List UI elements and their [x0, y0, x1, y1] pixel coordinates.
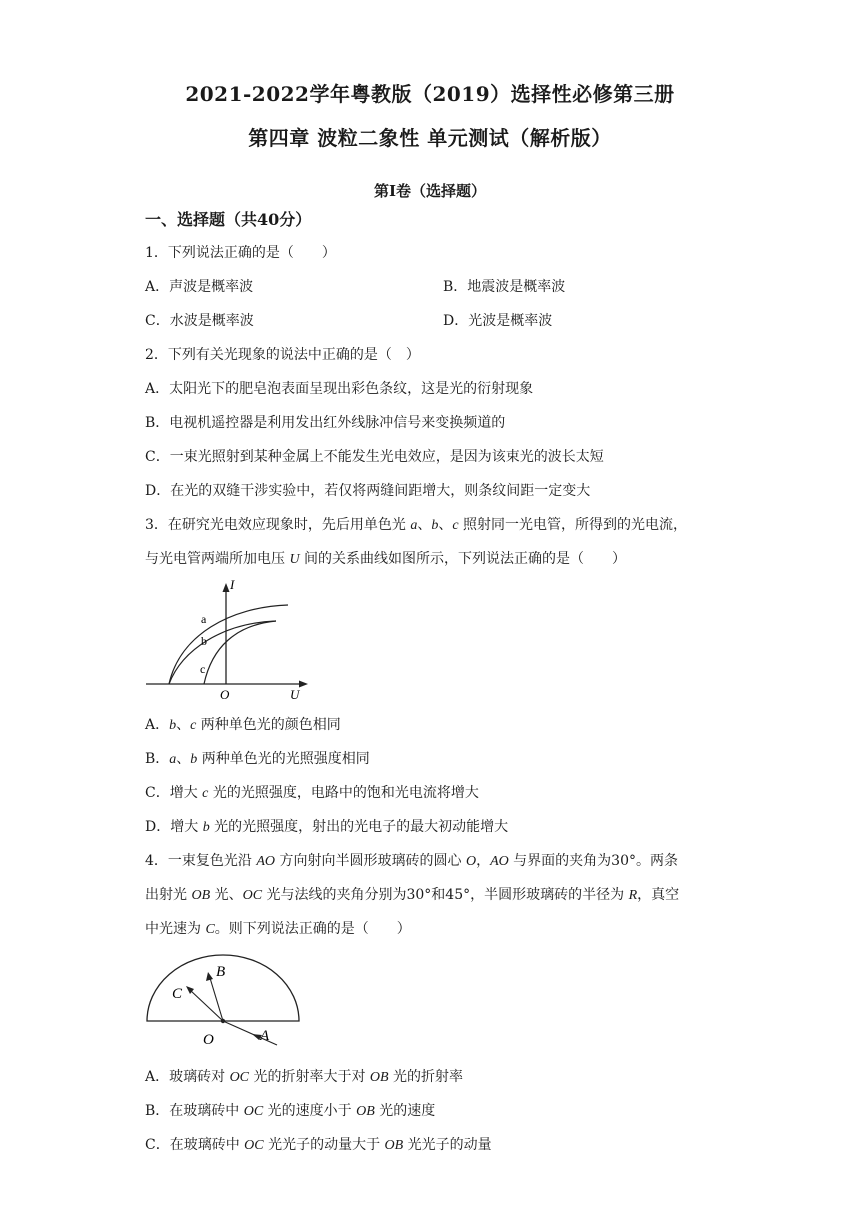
q3-option-a: [145, 714, 341, 734]
q3-var-a: a: [410, 518, 418, 533]
q3-text: 间的关系曲线如图所示，下列说法正确的是（ ）: [299, 551, 627, 567]
y-axis-arrow: [223, 583, 230, 592]
option-var: a: [169, 752, 177, 767]
option-text: A．: [145, 717, 170, 733]
q4-var: AO: [256, 854, 276, 869]
q4-var: OB: [191, 888, 211, 903]
q4-text: ，真空: [637, 887, 680, 903]
q3-option-b: [145, 748, 370, 768]
option-text: 光光子的动量大于: [263, 1137, 385, 1153]
label-b: B: [216, 964, 226, 980]
q3-option-c: [145, 782, 479, 802]
q3-stem-line2: [145, 548, 626, 568]
q4-var: R: [628, 888, 638, 903]
q4-text: 出射光: [145, 887, 192, 903]
option-text: 光的速度小于: [263, 1103, 357, 1119]
volume-heading: 第Ⅰ卷（选择题）: [373, 182, 487, 200]
q1-option-a: A．声波是概率波: [145, 279, 254, 295]
option-text: 、: [176, 751, 191, 767]
label-c: C: [172, 986, 183, 1002]
q3-var-b: b: [431, 518, 439, 533]
q4-option-c: [145, 1134, 492, 1154]
doc-title-line2: 第四章 波粒二象性 单元测试（解析版）: [248, 126, 612, 150]
option-text: 光的速度: [374, 1103, 436, 1119]
label-o: O: [203, 1032, 214, 1048]
q4-text: 光与法线的夹角分别为30°和45°，半圆形玻璃砖的半径为: [262, 887, 629, 903]
q1-option-c: C．水波是概率波: [145, 313, 254, 329]
option-var: b: [202, 820, 210, 835]
label-c: c: [200, 662, 206, 676]
option-text: 光光子的动量: [403, 1137, 492, 1153]
q2-option-a: A．太阳光下的肥皂泡表面呈现出彩色条纹，这是光的衍射现象: [145, 381, 534, 397]
option-text: 光的折射率大于对: [249, 1069, 370, 1085]
q4-option-a: [145, 1066, 463, 1086]
q4-text: 方向射向半圆形玻璃砖的圆心: [275, 853, 466, 869]
q3-text: 与光电管两端所加电压: [145, 551, 290, 567]
q1-option-b: B．地震波是概率波: [443, 279, 566, 295]
option-var: c: [190, 718, 197, 733]
q4-var: O: [465, 854, 477, 869]
q4-stem-line1: [145, 850, 678, 870]
option-text: 、: [176, 717, 191, 733]
q3-sep: 、: [417, 517, 432, 533]
option-var: OB: [356, 1104, 375, 1119]
curve-b: [169, 621, 276, 684]
q4-text: ，: [476, 853, 491, 869]
q3-sep: 、: [438, 517, 453, 533]
q2-stem: 2．下列有关光现象的说法中正确的是（ ）: [145, 347, 420, 363]
q3-stem-line1: [145, 514, 687, 534]
x-axis-arrow: [299, 681, 308, 688]
option-text: D．增大: [145, 819, 203, 835]
q2-option-d: D．在光的双缝干涉实验中，若仅将两缝间距增大，则条纹间距一定变大: [145, 483, 591, 499]
option-var: b: [190, 752, 198, 767]
q2-option-b: B．电视机遥控器是利用发出红外线脉冲信号来变换频道的: [145, 415, 506, 431]
option-text: C．增大: [145, 785, 203, 801]
option-text: 光的折射率: [388, 1069, 464, 1085]
option-text: 两种单色光的颜色相同: [196, 717, 341, 733]
q3-option-d: [145, 816, 508, 836]
option-text: 两种单色光的光照强度相同: [197, 751, 370, 767]
label-b: b: [201, 634, 207, 648]
q4-var: OC: [242, 888, 263, 903]
q4-var: AO: [490, 854, 509, 869]
center-point: [221, 1019, 225, 1023]
q4-stem-line2: [145, 884, 679, 904]
option-var: OC: [229, 1070, 250, 1085]
q4-var: C: [205, 922, 215, 937]
option-text: 光的光照强度，电路中的饱和光电流将增大: [208, 785, 479, 801]
option-var: b: [169, 718, 177, 733]
option-text: B．在玻璃砖中: [145, 1103, 244, 1119]
q3-text: 3．在研究光电效应现象时，先后用单色光: [145, 517, 411, 533]
option-var: OB: [384, 1138, 404, 1153]
curve-c: [204, 621, 276, 684]
label-u: U: [290, 687, 300, 700]
label-o: O: [220, 687, 230, 700]
q1-option-d: D．光波是概率波: [443, 313, 553, 329]
q3-var-u: U: [289, 552, 300, 567]
q4-text: 中光速为: [145, 921, 206, 937]
doc-title-line1: 2021-2022学年粤教版（2019）选择性必修第三册: [185, 82, 675, 106]
q2-option-c: C．一束光照射到某种金属上不能发生光电效应，是因为该束光的波长太短: [145, 449, 604, 465]
q3-var-c: c: [452, 518, 459, 533]
q4-stem-line3: [145, 918, 411, 938]
label-a: A: [260, 1028, 270, 1044]
q4-semicircle-diagram: [140, 948, 310, 1054]
option-text: 光的光照强度，射出的光电子的最大初动能增大: [209, 819, 509, 835]
option-var: c: [202, 786, 209, 801]
curve-a: [169, 605, 288, 684]
q4-text: 光、: [210, 887, 243, 903]
option-text: A．玻璃砖对: [145, 1069, 230, 1085]
option-text: C．在玻璃砖中: [145, 1137, 245, 1153]
q3-photoelectric-graph: [140, 575, 315, 700]
option-text: B．: [145, 751, 170, 767]
q4-text: 4．一束复色光沿: [145, 853, 257, 869]
q4-text: 与界面的夹角为30°。两条: [508, 853, 678, 869]
q4-option-b: [145, 1100, 435, 1120]
q3-text: 照射同一光电管，所得到的光电流，: [458, 517, 688, 533]
q4-text: 。则下列说法正确的是（ ）: [214, 921, 411, 937]
ray-ob-arrow: [206, 972, 213, 981]
section-heading: 一、选择题（共40分）: [145, 210, 312, 229]
option-var: OC: [243, 1104, 264, 1119]
option-var: OC: [244, 1138, 264, 1153]
label-i: I: [230, 577, 235, 592]
q1-stem: 1．下列说法正确的是（ ）: [145, 245, 336, 261]
option-var: OB: [369, 1070, 389, 1085]
label-a: a: [201, 612, 207, 626]
